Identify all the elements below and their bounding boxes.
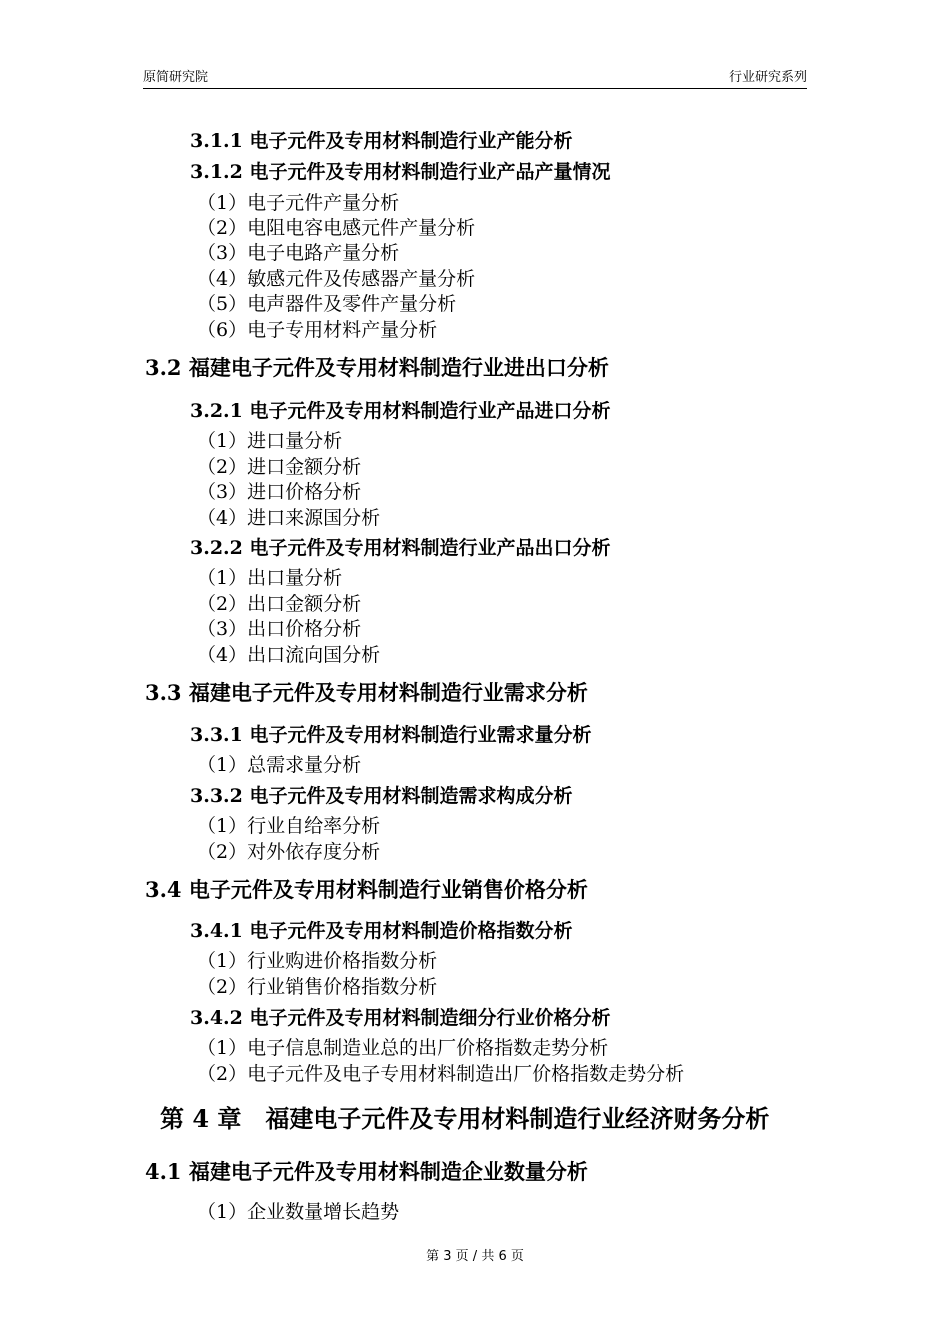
subsection-heading: 3.3.2 电子元件及专用材料制造需求构成分析 bbox=[190, 785, 573, 807]
toc-item: （1）行业购进价格指数分析 bbox=[197, 950, 438, 972]
subsection-heading: 3.4.2 电子元件及专用材料制造细分行业价格分析 bbox=[190, 1007, 611, 1029]
section-heading: 4.1 福建电子元件及专用材料制造企业数量分析 bbox=[145, 1159, 588, 1184]
toc-item: （6）电子专用材料产量分析 bbox=[197, 319, 438, 341]
section-heading: 3.4 电子元件及专用材料制造行业销售价格分析 bbox=[145, 877, 588, 902]
toc-item: （1）电子元件产量分析 bbox=[197, 192, 400, 214]
toc-item: （2）进口金额分析 bbox=[197, 456, 362, 478]
header-org: 原简研究院 bbox=[143, 70, 209, 85]
section-heading: 3.3 福建电子元件及专用材料制造行业需求分析 bbox=[145, 680, 588, 705]
section-heading: 3.2 福建电子元件及专用材料制造行业进出口分析 bbox=[145, 355, 609, 380]
toc-item: （2）电子元件及电子专用材料制造出厂价格指数走势分析 bbox=[197, 1063, 685, 1085]
toc-item: （2）行业销售价格指数分析 bbox=[197, 976, 438, 998]
toc-item: （2）出口金额分析 bbox=[197, 593, 362, 615]
toc-item: （3）进口价格分析 bbox=[197, 481, 362, 503]
toc-item: （5）电声器件及零件产量分析 bbox=[197, 293, 457, 315]
chapter-heading: 第 4 章 福建电子元件及专用材料制造行业经济财务分析 bbox=[160, 1104, 770, 1133]
toc-item: （2）电阻电容电感元件产量分析 bbox=[197, 217, 476, 239]
toc-item: （3）出口价格分析 bbox=[197, 618, 362, 640]
toc-item: （1）进口量分析 bbox=[197, 430, 343, 452]
subsection-heading: 3.1.1 电子元件及专用材料制造行业产能分析 bbox=[190, 130, 573, 152]
header-series: 行业研究系列 bbox=[728, 70, 807, 85]
toc-item: （1）电子信息制造业总的出厂价格指数走势分析 bbox=[197, 1037, 609, 1059]
page-number: 第 3 页 / 共 6 页 bbox=[426, 1249, 524, 1264]
subsection-heading: 3.4.1 电子元件及专用材料制造价格指数分析 bbox=[190, 920, 573, 942]
toc-item: （4）出口流向国分析 bbox=[197, 644, 381, 666]
toc-item: （4）敏感元件及传感器产量分析 bbox=[197, 268, 476, 290]
toc-item: （1）总需求量分析 bbox=[197, 754, 362, 776]
subsection-heading: 3.3.1 电子元件及专用材料制造行业需求量分析 bbox=[190, 724, 592, 746]
toc-item: （4）进口来源国分析 bbox=[197, 507, 381, 529]
toc-item: （1）出口量分析 bbox=[197, 567, 343, 589]
toc-item: （1）行业自给率分析 bbox=[197, 815, 381, 837]
toc-item: （3）电子电路产量分析 bbox=[197, 242, 400, 264]
page-header bbox=[143, 66, 807, 89]
toc-item: （2）对外依存度分析 bbox=[197, 841, 381, 863]
subsection-heading: 3.2.2 电子元件及专用材料制造行业产品出口分析 bbox=[190, 537, 611, 559]
subsection-heading: 3.2.1 电子元件及专用材料制造行业产品进口分析 bbox=[190, 400, 611, 422]
subsection-heading: 3.1.2 电子元件及专用材料制造行业产品产量情况 bbox=[190, 161, 611, 183]
toc-item: （1）企业数量增长趋势 bbox=[197, 1201, 400, 1223]
